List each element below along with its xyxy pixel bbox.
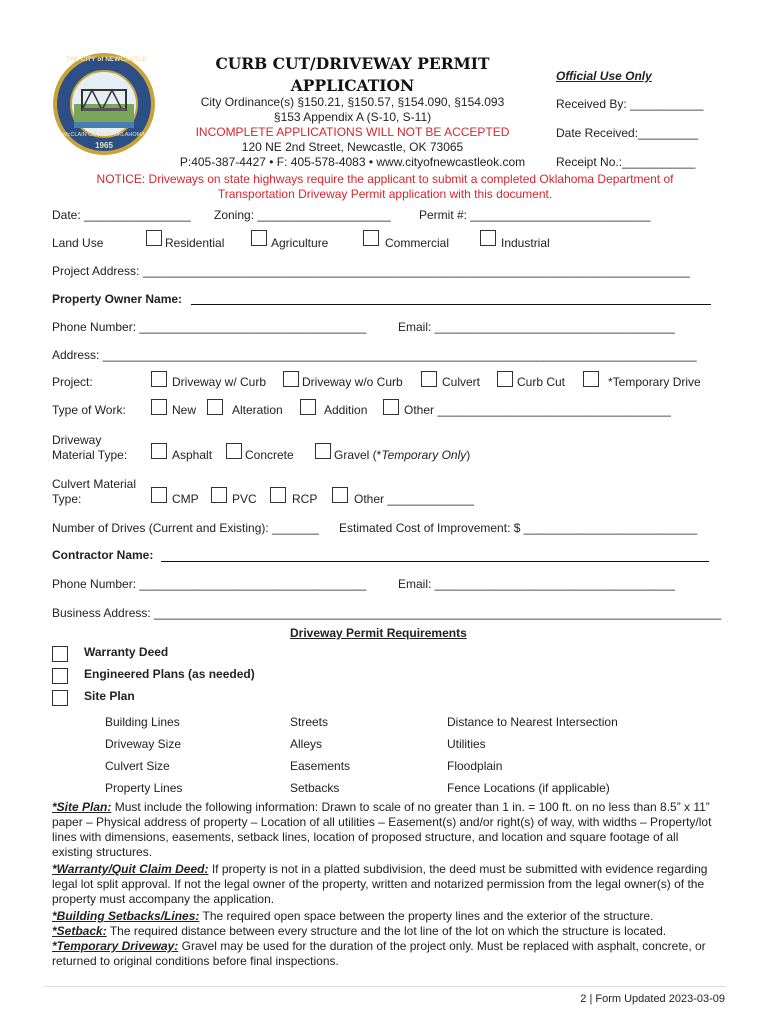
industrial-checkbox[interactable] [480,230,496,246]
contractor-email-field[interactable]: Email: ____________________________________ [398,577,675,591]
cmp-checkbox[interactable] [151,487,167,503]
project-address-field[interactable]: Project Address: __________________________________________________________________________________ [52,264,690,278]
page-footer: 2 | Form Updated 2023-03-09 [580,993,725,1005]
temporary-driveway-note [52,939,720,969]
contractor-name-line[interactable] [161,561,709,562]
official-use-title: Official Use Only [556,69,652,83]
asphalt-checkbox[interactable] [151,443,167,459]
seal-top-text: THE CITY of NEWCASTLE [66,56,147,63]
building-setbacks-note-text: The required open space between the property lines and the exterior of the structure. [199,909,654,923]
setback-note-text: The required distance between every structure and the lot line of the lot on which the structure is located. [106,924,667,938]
building-setbacks-note-label: *Building Setbacks/Lines: [52,909,200,923]
warranty-deed-label: Warranty Deed [84,645,169,659]
building-setbacks-note [52,909,720,924]
form-title-line1: CURB CUT/DRIVEWAY PERMIT [215,54,490,73]
owner-email-field[interactable]: Email: ____________________________________ [398,320,675,334]
ordinance-line2: §153 Appendix A (S-10, S-11) [273,110,432,124]
city-address: 120 NE 2nd Street, Newcastle, OK 73065 [241,140,464,154]
zoning-field[interactable]: Zoning: ____________________ [214,208,391,222]
new-label: New [172,403,197,417]
driveway-with-curb-checkbox[interactable] [151,371,167,387]
rcp-label: RCP [292,492,318,506]
permit-number-field[interactable]: Permit #: ___________________________ [419,208,651,222]
city-contact: P:405-387-4427 • F: 405-578-4083 • www.cityofnewcastleok.com [179,155,526,169]
engineered-plans-checkbox[interactable] [52,668,68,684]
site-plan-note-text: Must include the following information: Drawn to scale of no greater than 1 in. = 100 ft. on no less than 8.5” x 11” paper – Physical address of property – Location of all utilities – Easement(s) and/or right(s) of way, with widths – Property/lot lines with dimensions, easements, setback lines, location of proposed structure, and location and square footage of all existing structures. [52,800,712,859]
footer-divider [44,986,726,987]
gravel-label-end: ) [466,448,471,462]
site-plan-label: Site Plan [84,689,135,703]
site-plan-note-label: *Site Plan: [52,800,112,814]
contractor-phone-field[interactable]: Phone Number: __________________________________ [52,577,367,591]
gravel-label-text: Gravel (* [334,448,382,462]
alteration-checkbox[interactable] [207,399,223,415]
agriculture-label: Agriculture [271,236,329,250]
temporary-driveway-note-text: Gravel may be used for the duration of the project only. Must be replaced with asphalt, concrete, or returned to original conditions before final inspections. [52,939,706,968]
project-label: Project: [52,375,93,389]
other-culvert-checkbox[interactable] [332,487,348,503]
culvert-checkbox[interactable] [421,371,437,387]
property-owner-label: Property Owner Name: [52,292,183,306]
city-seal-logo [52,52,156,156]
culvert-label: Culvert [442,375,481,389]
driveway-material-label1: Driveway [52,433,102,447]
other-work-checkbox[interactable] [383,399,399,415]
site-plan-item: Utilities [447,737,486,751]
notice-line2: Transportation Driveway Permit application with this document. [217,187,553,201]
curb-cut-label: Curb Cut [517,375,566,389]
seal-year: 1965 [95,141,113,150]
pvc-checkbox[interactable] [211,487,227,503]
site-plan-note [52,800,720,860]
site-plan-item: Distance to Nearest Intersection [447,715,618,729]
site-plan-item: Driveway Size [105,737,182,751]
notice-line1: NOTICE: Driveways on state highways require the applicant to submit a completed Oklahoma Department of [96,172,674,186]
type-of-work-label: Type of Work: [52,403,126,417]
residential-checkbox[interactable] [146,230,162,246]
temporary-drive-label: *Temporary Drive [608,375,701,389]
estimated-cost-field[interactable]: Estimated Cost of Improvement: $ __________________________ [339,521,698,535]
residential-label: Residential [165,236,225,250]
site-plan-item: Easements [290,759,351,773]
owner-address-field[interactable]: Address: _________________________________________________________________________________________ [52,348,697,362]
seal-bottom-text: McCLAIN COUNTY, OKLAHOMA [63,132,145,138]
engineered-plans-label: Engineered Plans (as needed) [84,667,255,681]
rcp-checkbox[interactable] [270,487,286,503]
cmp-label: CMP [172,492,199,506]
warranty-deed-checkbox[interactable] [52,646,68,662]
contractor-name-label: Contractor Name: [52,548,154,562]
receipt-no-field[interactable]: Receipt No.:___________ [556,155,696,169]
other-culvert-field[interactable]: Other _____________ [354,492,475,506]
requirements-title: Driveway Permit Requirements [290,626,467,640]
gravel-temporary-note: Temporary Only [381,448,467,462]
business-address-field[interactable]: Business Address: _____________________________________________________________________________________ [52,606,722,620]
received-by-field[interactable]: Received By: ___________ [556,97,704,111]
number-of-drives-field[interactable]: Number of Drives (Current and Existing): _______ [52,521,319,535]
driveway-material-label2: Material Type: [52,448,128,462]
agriculture-checkbox[interactable] [251,230,267,246]
gravel-checkbox[interactable] [315,443,331,459]
setback-note [52,924,720,939]
addition-label: Addition [324,403,368,417]
curb-cut-checkbox[interactable] [497,371,513,387]
new-checkbox[interactable] [151,399,167,415]
commercial-label: Commercial [385,236,450,250]
deed-note [52,862,720,907]
site-plan-item: Building Lines [105,715,180,729]
gravel-label [334,448,470,462]
site-plan-checkbox[interactable] [52,690,68,706]
site-plan-item: Culvert Size [105,759,170,773]
commercial-checkbox[interactable] [363,230,379,246]
alteration-label: Alteration [232,403,283,417]
pvc-label: PVC [232,492,257,506]
driveway-with-curb-label: Driveway w/ Curb [172,375,267,389]
site-plan-item: Fence Locations (if applicable) [447,781,610,795]
driveway-without-curb-label: Driveway w/o Curb [302,375,403,389]
concrete-label: Concrete [245,448,294,462]
site-plan-item: Property Lines [105,781,183,795]
date-field[interactable]: Date: ________________ [52,208,191,222]
deed-note-label: *Warranty/Quit Claim Deed: [52,862,209,876]
owner-phone-field[interactable]: Phone Number: __________________________________ [52,320,367,334]
site-plan-item: Alleys [290,737,323,751]
asphalt-label: Asphalt [172,448,213,462]
setback-note-label: *Setback: [52,924,107,938]
form-title-line2: APPLICATION [290,76,415,95]
incomplete-warning: INCOMPLETE APPLICATIONS WILL NOT BE ACCEPTED [195,125,510,139]
site-plan-item: Floodplain [447,759,503,773]
temporary-driveway-note-label: *Temporary Driveway: [52,939,179,953]
culvert-material-label1: Culvert Material [52,477,137,491]
site-plan-item: Streets [290,715,329,729]
driveway-without-curb-checkbox[interactable] [283,371,299,387]
culvert-material-label2: Type: [52,492,82,506]
deed-note-text: If property is not in a platted subdivision, the deed must be submitted with evidence regarding legal lot split approval. If not the legal owner of the property, written and notarized permission from the legal owner(s) of the property must accompany the application. [52,862,708,906]
addition-checkbox[interactable] [300,399,316,415]
property-owner-line[interactable] [191,304,711,305]
temporary-drive-checkbox[interactable] [583,371,599,387]
other-work-field[interactable]: Other ___________________________________ [404,403,671,417]
ordinance-line1: City Ordinance(s) §150.21, §150.57, §154.090, §154.093 [200,95,505,109]
industrial-label: Industrial [501,236,550,250]
concrete-checkbox[interactable] [226,443,242,459]
land-use-label: Land Use [52,236,104,250]
site-plan-item: Setbacks [290,781,340,795]
date-received-field[interactable]: Date Received:_________ [556,126,699,140]
